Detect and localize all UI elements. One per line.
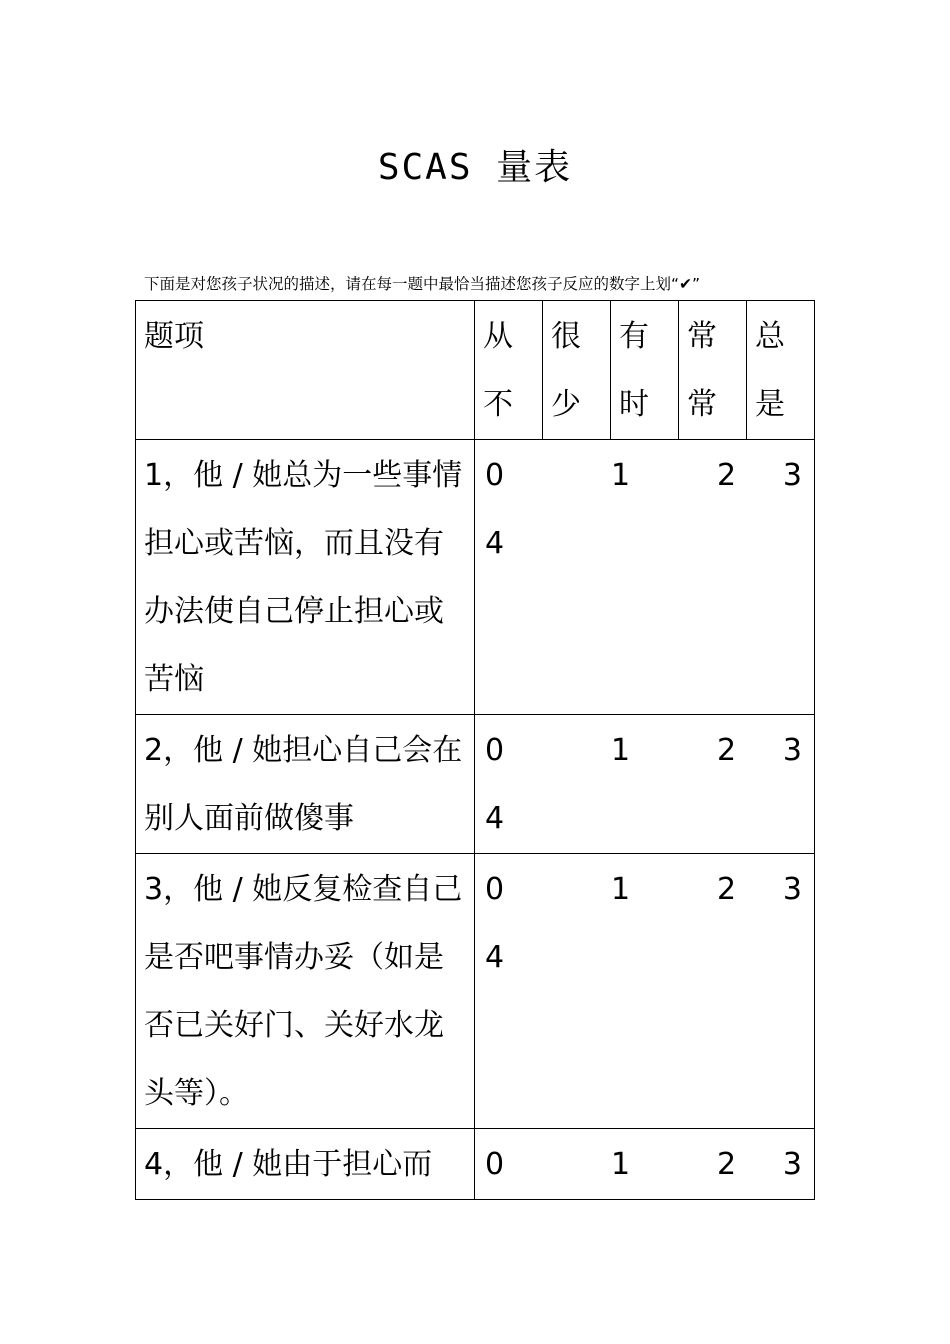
table-header-row xyxy=(136,301,815,440)
item-text: 1，他 / 她总为一些事情担心或苦恼，而且没有办法使自己停止担心或苦恼 xyxy=(144,458,463,697)
score-option[interactable]: 0 xyxy=(485,733,505,768)
score-option[interactable]: 1 xyxy=(610,458,631,493)
score-cell xyxy=(475,440,815,715)
header-option-always xyxy=(747,301,815,440)
header-option-label: 有时 xyxy=(619,319,649,422)
score-option[interactable]: 0 xyxy=(485,872,505,907)
item-cell xyxy=(136,715,475,854)
score-cell xyxy=(475,1129,815,1200)
item-text: 4，他 / 她由于担心而 xyxy=(144,1147,433,1182)
table-row xyxy=(136,715,815,854)
score-option[interactable]: 4 xyxy=(485,526,505,561)
header-option-label: 总是 xyxy=(755,319,785,422)
score-option[interactable]: 2 xyxy=(716,733,737,768)
header-option-sometimes xyxy=(611,301,679,440)
score-option[interactable]: 1 xyxy=(610,1147,631,1182)
header-option-never xyxy=(475,301,543,440)
item-cell xyxy=(136,1129,475,1200)
table-row xyxy=(136,440,815,715)
header-option-rarely xyxy=(543,301,611,440)
score-option[interactable]: 3 xyxy=(782,872,802,907)
header-option-label: 从不 xyxy=(483,319,513,422)
score-option[interactable]: 0 xyxy=(485,458,505,493)
score-option[interactable]: 4 xyxy=(485,940,505,975)
score-option[interactable]: 2 xyxy=(716,872,737,907)
header-item xyxy=(136,301,475,440)
score-option[interactable]: 3 xyxy=(782,1147,802,1182)
score-option[interactable]: 1 xyxy=(610,733,631,768)
score-option[interactable]: 4 xyxy=(485,801,505,836)
header-option-label: 常常 xyxy=(687,319,717,422)
header-option-often xyxy=(679,301,747,440)
score-option[interactable]: 2 xyxy=(716,458,737,493)
score-option[interactable]: 2 xyxy=(716,1147,737,1182)
item-cell xyxy=(136,854,475,1129)
item-cell xyxy=(136,440,475,715)
table-row xyxy=(136,1129,815,1200)
item-text: 2，他 / 她担心自己会在别人面前做傻事 xyxy=(144,733,463,836)
score-cell xyxy=(475,715,815,854)
instruction-text: 下面是对您孩子状况的描述，请在每一题中最恰当描述您孩子反应的数字上划“✔” xyxy=(144,275,701,293)
score-option[interactable]: 3 xyxy=(782,733,802,768)
table-row xyxy=(136,854,815,1129)
score-option[interactable]: 0 xyxy=(485,1147,505,1182)
page-title: SCAS 量表 xyxy=(377,147,573,188)
header-option-label: 很少 xyxy=(551,319,581,422)
score-option[interactable]: 1 xyxy=(610,872,631,907)
score-option[interactable]: 3 xyxy=(782,458,802,493)
score-cell xyxy=(475,854,815,1129)
scale-table xyxy=(135,300,815,1200)
header-item-label: 题项 xyxy=(144,319,204,354)
item-text: 3，他 / 她反复检查自己是否吧事情办妥（如是否已关好门、关好水龙头等）。 xyxy=(144,872,463,1111)
